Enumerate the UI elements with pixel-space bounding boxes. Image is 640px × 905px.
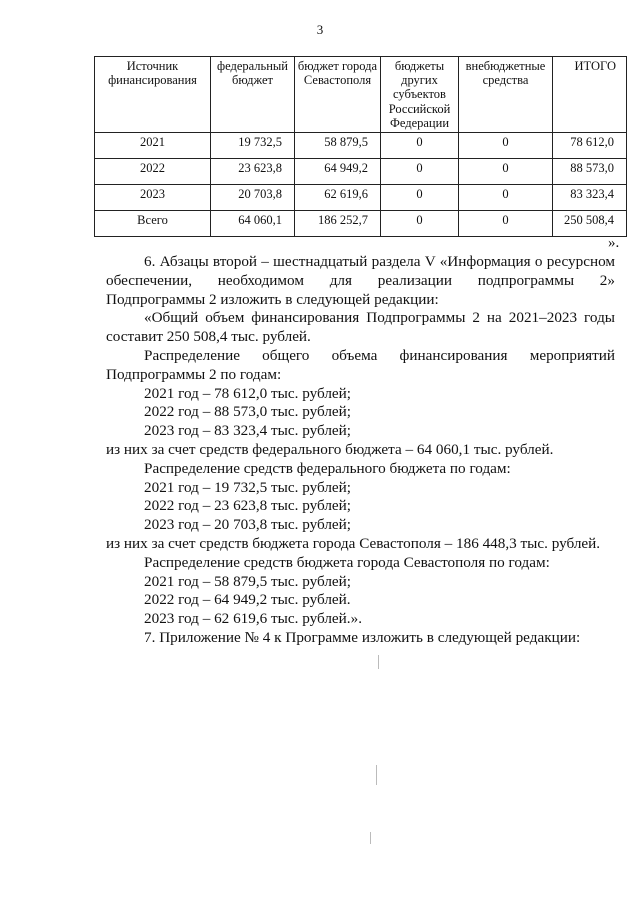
table-row-total — [95, 211, 627, 237]
table-row — [95, 133, 627, 159]
closing-quote: ». — [608, 235, 620, 251]
cell-federal: 64 060,1 — [211, 211, 295, 237]
header-city: бюджет города Севастополя — [295, 57, 381, 133]
cell-extra: 0 — [459, 211, 553, 237]
header-other-subjects: бюджеты других субъектов Российской Федерации — [381, 57, 459, 133]
page-number: 3 — [316, 22, 324, 37]
year-2023-total: 2023 год – 83 323,4 тыс. рублей; — [144, 422, 352, 440]
year-2021-federal: 2021 год – 19 732,5 тыс. рублей; — [144, 478, 352, 496]
cell-other: 0 — [381, 185, 459, 211]
cell-federal: 19 732,5 — [211, 133, 295, 159]
cell-total: 250 508,4 — [553, 211, 627, 237]
cell-total: 88 573,0 — [553, 159, 627, 185]
paragraph-6-line-1: 6. Абзацы второй – шестнадцатый раздела V «Информация о ресурсном — [144, 253, 615, 270]
total-line-1: «Общий объем финансирования Подпрограммы 2 на 2021–2023 годы — [144, 309, 615, 327]
table-row — [95, 185, 627, 211]
cell-year: Всего — [95, 211, 211, 237]
year-2022-city: 2022 год – 64 949,2 тыс. рублей. — [144, 591, 351, 609]
table-row — [95, 159, 627, 185]
scan-mark — [378, 655, 379, 669]
year-2021-total: 2021 год – 78 612,0 тыс. рублей; — [144, 384, 352, 402]
scan-mark — [370, 832, 371, 844]
cell-other: 0 — [381, 159, 459, 185]
year-2021-city: 2021 год – 58 879,5 тыс. рублей; — [144, 572, 352, 590]
header-total: ИТОГО — [553, 57, 627, 133]
cell-city: 58 879,5 — [295, 133, 381, 159]
header-source: Источник финансирования — [95, 57, 211, 133]
federal-distribution: Распределение средств федерального бюджета по годам: — [144, 459, 511, 477]
year-2023-federal: 2023 год – 20 703,8 тыс. рублей; — [144, 516, 352, 534]
year-2023-city: 2023 год – 62 619,6 тыс. рублей.». — [144, 610, 362, 628]
financing-table — [94, 56, 627, 237]
scan-mark — [376, 765, 377, 785]
paragraph-7: 7. Приложение № 4 к Программе изложить в следующей редакции: — [144, 628, 581, 646]
cell-federal: 23 623,8 — [211, 159, 295, 185]
cell-total: 83 323,4 — [553, 185, 627, 211]
distribution-line-1: Распределение общего объема финансирования мероприятий — [144, 346, 615, 364]
cell-year: 2021 — [95, 133, 211, 159]
header-extrabudget: внебюджетные средства — [459, 57, 553, 133]
cell-year: 2022 — [95, 159, 211, 185]
total-line-2: составит 250 508,4 тыс. рублей. — [106, 328, 311, 346]
cell-city: 186 252,7 — [295, 211, 381, 237]
cell-federal: 20 703,8 — [211, 185, 295, 211]
cell-year: 2023 — [95, 185, 211, 211]
cell-city: 62 619,6 — [295, 185, 381, 211]
year-2022-total: 2022 год – 88 573,0 тыс. рублей; — [144, 403, 352, 421]
cell-extra: 0 — [459, 159, 553, 185]
cell-total: 78 612,0 — [553, 133, 627, 159]
city-sum: из них за счет средств бюджета города Севастополя – 186 448,3 тыс. рублей. — [106, 534, 601, 552]
header-federal: федеральный бюджет — [211, 57, 295, 133]
document-body — [106, 253, 615, 648]
distribution-line-2: Подпрограммы 2 по годам: — [106, 365, 282, 383]
city-distribution: Распределение средств бюджета города Севастополя по годам: — [144, 553, 550, 571]
cell-extra: 0 — [459, 133, 553, 159]
year-2022-federal: 2022 год – 23 623,8 тыс. рублей; — [144, 497, 352, 515]
table-header-row — [95, 57, 627, 133]
cell-other: 0 — [381, 211, 459, 237]
paragraph-6-line-3: Подпрограммы 2 изложить в следующей редакции: — [106, 290, 439, 308]
cell-other: 0 — [381, 133, 459, 159]
federal-sum: из них за счет средств федерального бюджета – 64 060,1 тыс. рублей. — [106, 440, 554, 458]
cell-extra: 0 — [459, 185, 553, 211]
paragraph-6-line-2: обеспечении, необходимом для реализации подпрограммы 2» — [106, 271, 615, 289]
cell-city: 64 949,2 — [295, 159, 381, 185]
